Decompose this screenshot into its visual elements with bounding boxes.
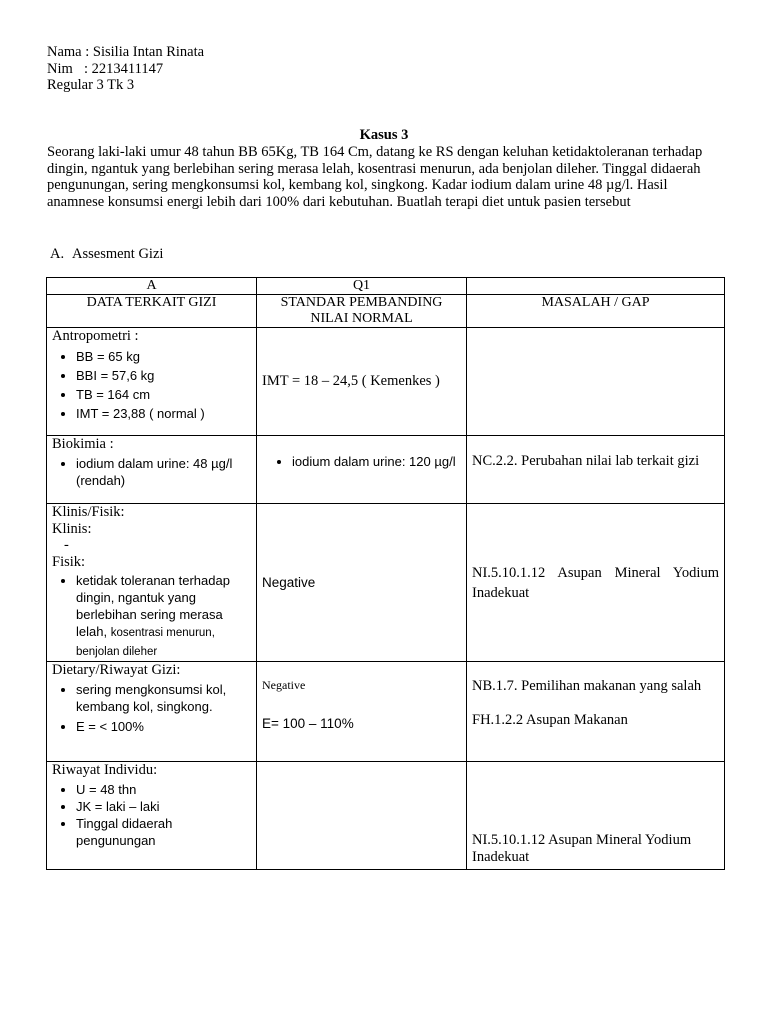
cell-riwayat-problem xyxy=(467,762,725,870)
dietary-problem-1: NB.1.7. Pemilihan makanan yang salah xyxy=(472,678,702,694)
section-title: Assesment Gizi xyxy=(72,246,164,262)
cell-antropometri-data xyxy=(47,328,257,436)
cell-dietary-standard xyxy=(257,662,467,762)
student-header xyxy=(47,44,204,94)
header-cell-empty xyxy=(467,278,725,295)
nim-label: Nim xyxy=(47,60,73,77)
antropometri-title: Antropometri : xyxy=(52,328,139,344)
list-item: • sering mengkonsumsi kol, kembang kol, singkong. xyxy=(76,681,251,715)
riwayat-problem: NI.5.10.1.12 Asupan Mineral Yodium Inadekuat xyxy=(472,832,692,865)
riwayat-title: Riwayat Individu: xyxy=(52,762,158,778)
case-description xyxy=(47,144,727,210)
list-item: • TB = 164 cm xyxy=(76,385,251,404)
nim-value: : 2213411147 xyxy=(84,60,164,77)
cell-riwayat-standard xyxy=(257,762,467,870)
list-item: • BBI = 57,6 kg xyxy=(76,366,251,385)
list-item xyxy=(76,572,251,661)
antropometri-standard: IMT = 18 – 24,5 ( Kemenkes ) xyxy=(262,373,440,390)
biokimia-list xyxy=(52,455,251,489)
fisik-list xyxy=(52,572,251,661)
list-item: • U = 48 thn xyxy=(76,781,251,798)
student-name: Nama : Sisilia Intan Rinata xyxy=(47,44,205,60)
klinis-standard: Negative xyxy=(262,575,316,590)
table-row-dietary xyxy=(47,662,725,762)
klinis-title: Klinis/Fisik: xyxy=(52,504,125,520)
cell-klinis-standard xyxy=(257,504,467,662)
cell-dietary-data xyxy=(47,662,257,762)
table-header-row-1 xyxy=(47,278,725,295)
cell-biokimia-data xyxy=(47,436,257,504)
header-masalah-gap: MASALAH / GAP xyxy=(467,295,725,328)
cell-biokimia-problem xyxy=(467,436,725,504)
dietary-standard-1: Negative xyxy=(262,678,306,692)
dietary-list xyxy=(52,681,251,735)
cell-biokimia-standard xyxy=(257,436,467,504)
list-item: • JK = laki – laki xyxy=(76,798,251,815)
table-row-riwayat xyxy=(47,762,725,870)
cell-riwayat-data xyxy=(47,762,257,870)
fisik-label: Fisik: xyxy=(52,553,86,570)
cell-klinis-data xyxy=(47,504,257,662)
dietary-title: Dietary/Riwayat Gizi: xyxy=(52,662,181,678)
list-item: • iodium dalam urine: 120 µg/l xyxy=(292,452,461,471)
cell-dietary-problem xyxy=(467,662,725,762)
student-nim xyxy=(47,61,204,78)
cell-antropometri-standard xyxy=(257,328,467,436)
header-data-terkait-gizi: DATA TERKAIT GIZI xyxy=(47,295,257,328)
klinis-value: - xyxy=(64,537,69,553)
dietary-standard-2: E= 100 – 110% xyxy=(262,715,354,731)
list-item: • E = < 100% xyxy=(76,718,251,735)
list-item: • IMT = 23,88 ( normal ) xyxy=(76,404,251,423)
biokimia-title: Biokimia : xyxy=(52,436,114,452)
fisik-item-text-small: kosentrasi menurun, benjolan dileher xyxy=(76,627,215,658)
biokimia-problem: NC.2.2. Perubahan nilai lab terkait gizi xyxy=(472,453,700,469)
klinis-problem: NI.5.10.1.12 Asupan Mineral Yodium Inadekuat xyxy=(472,564,719,601)
biokimia-standard-list xyxy=(262,452,461,471)
fisik-item-text: ketidak toleranan terhadap dingin, ngantuk yang berlebihan sering merasa lelah, xyxy=(76,573,230,639)
table-row-klinis xyxy=(47,504,725,662)
table-row-antropometri xyxy=(47,328,725,436)
antropometri-list xyxy=(52,347,251,423)
list-item: • iodium dalam urine: 48 µg/l (rendah) xyxy=(76,455,251,489)
assessment-table xyxy=(46,277,725,870)
riwayat-list xyxy=(52,781,251,849)
dietary-problem-2: FH.1.2.2 Asupan Makanan xyxy=(472,711,628,728)
cell-antropometri-problem xyxy=(467,328,725,436)
header-standar-pembanding: STANDAR PEMBANDING NILAI NORMAL xyxy=(257,295,467,328)
table-row-biokimia xyxy=(47,436,725,504)
list-item: • BB = 65 kg xyxy=(76,347,251,366)
student-class: Regular 3 Tk 3 xyxy=(47,77,135,93)
header-cell-a: A xyxy=(47,278,257,295)
cell-klinis-problem xyxy=(467,504,725,662)
list-item: • Tinggal didaerah pengunungan xyxy=(76,815,251,849)
section-heading xyxy=(50,246,163,263)
case-title: Kasus 3 xyxy=(359,127,409,143)
header-cell-q1: Q1 xyxy=(257,278,467,295)
case-description-text: Seorang laki-laki umur 48 tahun BB 65Kg, TB 164 Cm, datang ke RS dengan keluhan ketidaktoleranan terhadap dingin, ngantuk yang berlebihan sering merasa lelah, kosentrasi menurun, ada benjolan dileher. Tinggal didaerah pengunungan, sering mengkonsumsi kol, kembang kol, singkong. Kadar iodium dalam urine 48 µg/l. Hasil anamnese konsumsi energi lebih dari 100% dari kebutuhan. Buatlah terapi diet untuk pasien tersebut xyxy=(47,144,703,210)
section-letter: A. xyxy=(50,246,65,262)
table-header-row-2 xyxy=(47,295,725,328)
klinis-label: Klinis: xyxy=(52,520,92,537)
